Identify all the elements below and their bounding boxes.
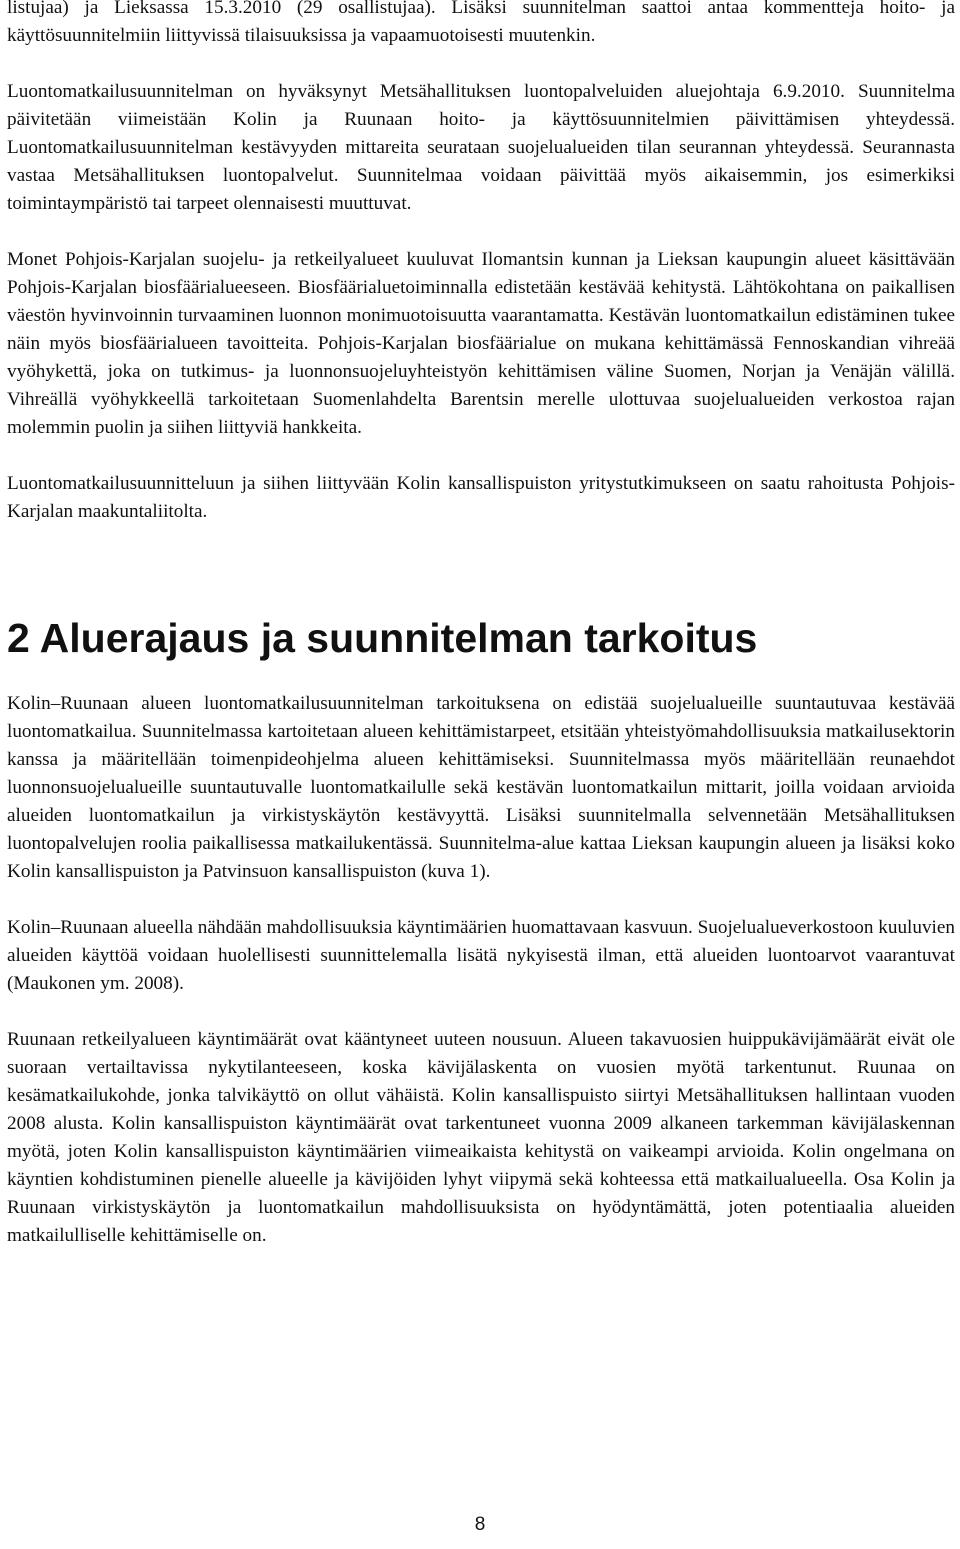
paragraph-plan-approval: Luontomatkailusuunnitelman on hyväksynyt Metsähallituksen luontopalveluiden aluejohtaja 6.9.2010. Suunnitelma päivitetään viimeistään Kolin ja Ruunaan hoito- ja käyttösuunnitelmien päivittämisen yhteydessä. Luontomatkailusuunnitelman kestävyyden mittareita seurataan suojelualueiden tilan seurannan yhteydessä. Seurannasta vastaa Metsähallituksen luontopalvelut. Suunnitelmaa voidaan päivittää myös aikaisemmin, jos esimerkiksi toimintaympäristö tai tarpeet olennaisesti muuttuvat. <box>7 81 955 214</box>
section-heading: 2 Aluerajaus ja suunnitelman tarkoitus <box>7 615 758 661</box>
page-number: 8 <box>474 1514 486 1535</box>
paragraph-plan-purpose: Kolin–Ruunaan alueen luontomatkailusuunnitelman tarkoituksena on edistää suojelualueille suuntautuvaa kestävää luontomatkailua. Suunnitelmassa kartoitetaan alueen kehittämistarpeet, etsitään yhteistyömahdollisuuksia matkailusektorin kanssa ja määritellään toimenpideohjelma alueen kehittämiseksi. Suunnitelmassa myös määritellään reunaehdot luonnonsuojelualueille suuntautuvalle luontomatkailulle sekä kestävän luontomatkailun mittarit, joilla voidaan arvioida alueiden luontomatkailun ja virkistyskäytön kestävyyttä. Lisäksi suunnitelmalla selvennetään Metsähallituksen luontopalvelujen roolia paikallisessa matkailukentässä. Suunnitelma-alue kattaa Lieksan kaupungin alueen ja lisäksi koko Kolin kansallispuiston ja Patvinsuon kansallispuiston (kuva 1). <box>7 693 955 882</box>
paragraph-visitor-counts: Ruunaan retkeilyalueen käyntimäärät ovat kääntyneet uuteen nousuun. Alueen takavuosien huippukävijämäärät eivät ole suoraan vertailtavissa nykytilanteeseen, koska kävijälaskenta on vuosien myötä tarkentunut. Ruunaa on kesämatkailukohde, jonka talvikäyttö on ollut vähäistä. Kolin kansallispuisto siirtyi Metsähallituksen hallintaan vuoden 2008 alusta. Kolin kansallispuiston käyntimäärät ovat tarkentuneet vuonna 2009 alkaneen tarkemman kävijälaskennan myötä, joten Kolin kansallispuiston käyntimäärien viimeaikaista kehitystä on vaikeampi arvioida. Kolin ongelmana on käyntien kohdistuminen pienelle alueelle ja kävijöiden lyhyt viipymä sekä kohteessa että matkailualueella. Osa Kolin ja Ruunaan virkistyskäytön ja luontomatkailun mahdollisuuksista on hyödyntämättä, joten potentiaalia alueiden matkailulliselle kehittämiselle on. <box>7 1029 955 1246</box>
paragraph-funding: Luontomatkailusuunnitteluun ja siihen liittyvään Kolin kansallispuiston yritystutkimukseen on saatu rahoitusta Pohjois-Karjalan maakuntaliitolta. <box>7 473 955 522</box>
paragraph-biosphere-area: Monet Pohjois-Karjalan suojelu- ja retkeilyalueet kuuluvat Ilomantsin kunnan ja Lieksan kaupungin alueet käsittävään Pohjois-Karjalan biosfäärialueeseen. Biosfäärialuetoiminnalla edistetään kestävää kehitystä. Lähtökohtana on paikallisen väestön hyvinvoinnin turvaaminen luonnon monimuotoisuutta vaarantamatta. Kestävän luontomatkailun edistäminen tukee näin myös biosfäärialueen tavoitteita. Pohjois-Karjalan biosfäärialue on mukana kehittämässä Fennoskandian vihreää vyöhykettä, joka on tutkimus- ja luonnonsuojeluyhteistyön kehittämisen väline Suomen, Norjan ja Venäjän välillä. Vihreällä vyöhykkeellä tarkoitetaan Suomenlahdelta Barentsin merelle ulottuvaa suojelualueiden verkostoa rajan molemmin puolin ja siihen liittyviä hankkeita. <box>7 249 955 438</box>
document-body <box>7 0 955 1250</box>
paragraph-visitor-growth: Kolin–Ruunaan alueella nähdään mahdollisuuksia käyntimäärien huomattavaan kasvuun. Suojelualueverkostoon kuuluvien alueiden käyttöä voidaan huolellisesti suunnittelemalla lisätä nykyisestä ilman, että alueiden luontoarvot vaarantuvat (Maukonen ym. 2008). <box>7 917 955 994</box>
paragraph-feedback-sessions: listujaa) ja Lieksassa 15.3.2010 (29 osallistujaa). Lisäksi suunnitelman saattoi antaa kommentteja hoito- ja käyttösuunnitelmiin liittyvissä tilaisuuksissa ja vapaamuotoisesti muutenkin. <box>7 0 955 46</box>
